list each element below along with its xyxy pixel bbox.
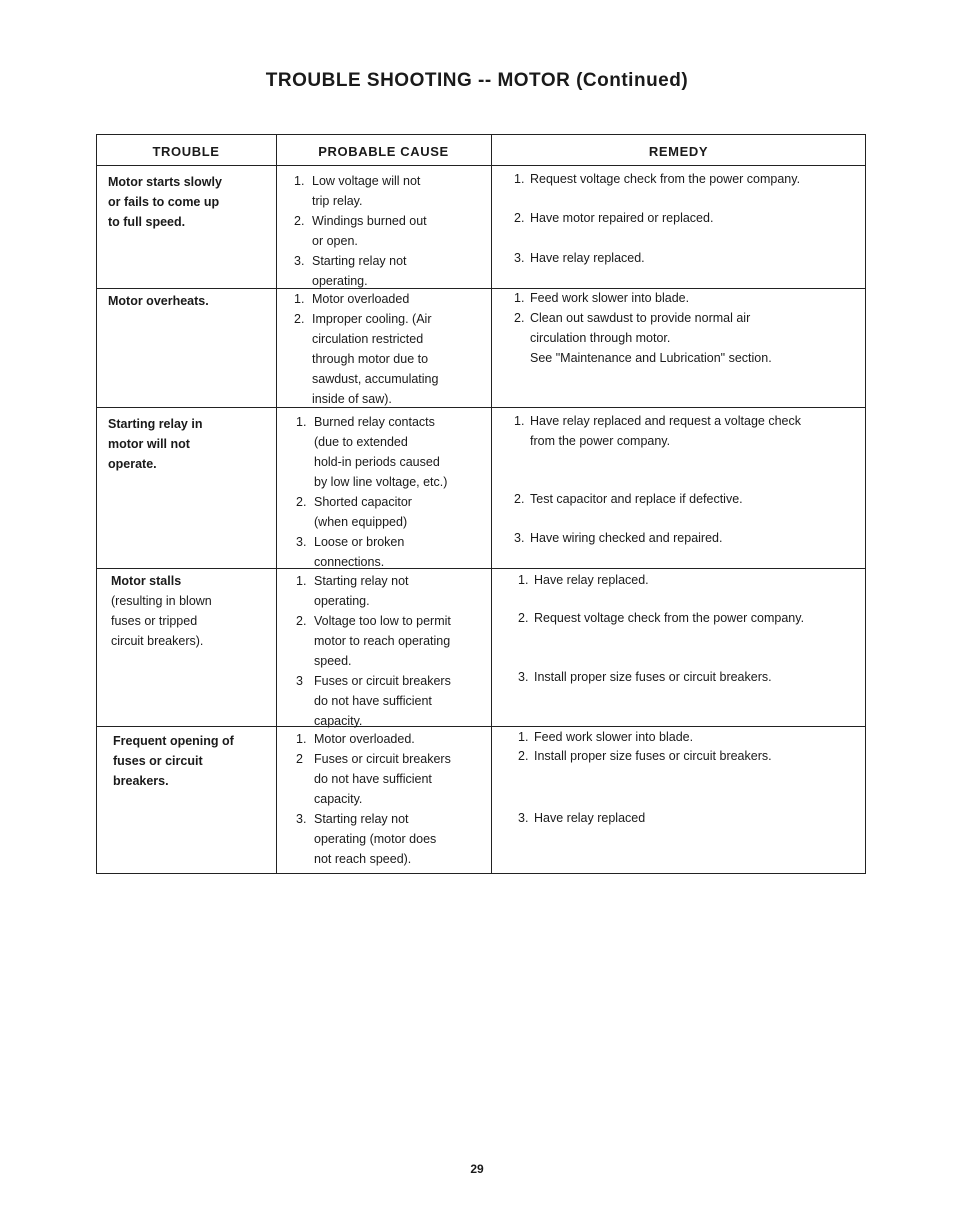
cause-item [296,532,486,572]
cause-line: Shorted capacitor [314,495,412,509]
item-number: 3. [514,531,525,545]
item-number: 1. [296,732,307,746]
cause-line: connections. [314,555,385,569]
trouble-cell [108,414,268,474]
trouble-cell [108,291,268,311]
cause-cell [294,171,484,291]
remedy-line: Have relay replaced. [534,573,649,587]
cause-item [296,809,486,869]
cause-line: or open. [312,234,358,248]
remedy-item [514,169,854,189]
trouble-line: Motor overheats. [108,294,209,308]
trouble-line: Motor stalls [111,574,182,588]
item-number: 3. [514,251,525,265]
cause-line: trip relay. [312,194,363,208]
trouble-line: Motor starts slowly [108,175,222,189]
trouble-line: operate. [108,457,157,471]
trouble-line: breakers. [113,774,169,788]
remedy-line: Test capacitor and replace if defective. [530,492,743,506]
cause-item [296,571,486,611]
item-number: 1. [296,574,307,588]
cause-item [296,492,486,532]
remedy-line: Clean out sawdust to provide normal air [530,311,751,325]
item-number: 3. [294,254,305,268]
remedy-line: Feed work slower into blade. [530,291,690,305]
cause-line: Starting relay not [312,254,407,268]
page-number: 29 [470,1162,484,1176]
cause-line: do not have sufficient [314,694,432,708]
item-number: 2. [296,614,307,628]
item-number: 1. [296,415,307,429]
item-number: 1. [514,291,525,305]
cause-line: not reach speed). [314,852,412,866]
cause-line: Loose or broken [314,535,405,549]
cause-line: Starting relay not [314,812,409,826]
cause-line: speed. [314,654,352,668]
item-number: 2. [518,749,529,763]
cause-line: hold-in periods caused [314,455,440,469]
cause-item [294,211,484,251]
cause-item [296,749,486,809]
trouble-cell [111,571,271,651]
cause-line: Windings burned out [312,214,427,228]
cause-line: Voltage too low to permit [314,614,451,628]
remedy-line: Have wiring checked and repaired. [530,531,723,545]
remedy-line: circulation through motor. [530,331,671,345]
trouble-line: fuses or circuit [113,754,203,768]
item-number: 1. [514,172,525,186]
item-number: 1. [294,292,305,306]
cause-item [296,671,486,731]
trouble-line: to full speed. [108,215,186,229]
item-number: 2. [294,214,305,228]
remedy-line: Have relay replaced and request a voltage check [530,414,801,428]
cause-line: operating. [314,594,370,608]
item-number: 1. [294,174,305,188]
cause-cell [296,571,486,731]
remedy-item [518,746,858,766]
header-probable-cause: PROBABLE CAUSE [318,144,449,159]
item-number: 2. [518,611,529,625]
remedy-line: Feed work slower into blade. [534,730,694,744]
item-number: 2. [294,312,305,326]
cause-line: Motor overloaded [312,292,410,306]
remedy-line: from the power company. [530,434,671,448]
cause-line: Starting relay not [314,574,409,588]
header-remedy: REMEDY [648,144,709,159]
cause-line: (due to extended [314,435,408,449]
remedy-item [518,667,858,687]
item-number: 2. [296,495,307,509]
cause-line: do not have sufficient [314,772,432,786]
cause-line: inside of saw). [312,392,392,406]
remedy-line: Request voltage check from the power company. [530,172,801,186]
trouble-line: Starting relay in [108,417,203,431]
item-number: 3. [518,811,529,825]
remedy-item [518,808,858,828]
cause-cell [296,729,486,869]
remedy-item [514,208,854,228]
item-number: 3. [296,812,307,826]
remedy-line: Have relay replaced [534,811,646,825]
item-number: 1. [518,573,529,587]
cause-item [296,412,486,492]
header-trouble: TROUBLE [152,144,220,159]
cause-item [294,171,484,211]
remedy-item [514,489,854,509]
remedy-item [514,308,854,368]
item-number: 1. [518,730,529,744]
trouble-cell [108,172,268,232]
item-number: 2. [514,492,525,506]
trouble-line: fuses or tripped [111,614,198,628]
cause-line: capacity. [314,714,363,728]
cause-line: Motor overloaded. [314,732,415,746]
page-title: TROUBLE SHOOTING -- MOTOR (Continued) [265,70,689,91]
remedy-item [514,528,854,548]
remedy-line: Have motor repaired or replaced. [530,211,714,225]
cause-cell [294,289,484,409]
cause-line: sawdust, accumulating [312,372,439,386]
trouble-line: Frequent opening of [113,734,234,748]
item-number: 1. [514,414,525,428]
remedy-line: Request voltage check from the power company. [534,611,805,625]
remedy-line: See "Maintenance and Lubrication" section. [530,351,772,365]
remedy-item [514,411,854,451]
cause-line: Fuses or circuit breakers [314,752,451,766]
cause-line: operating. [312,274,368,288]
remedy-item [514,248,854,268]
trouble-line: or fails to come up [108,195,220,209]
trouble-line: motor will not [108,437,190,451]
item-number: 3. [296,535,307,549]
cause-line: Low voltage will not [312,174,421,188]
cause-item [296,729,486,749]
cause-line: capacity. [314,792,363,806]
remedy-item [518,727,858,747]
cause-line: through motor due to [312,352,429,366]
column-divider [276,134,277,874]
cause-item [294,251,484,291]
cause-item [294,309,484,409]
cause-line: (when equipped) [314,515,408,529]
trouble-line: circuit breakers). [111,634,204,648]
cause-item [296,611,486,671]
cause-line: Improper cooling. (Air [312,312,432,326]
remedy-item [518,570,858,590]
remedy-line: Have relay replaced. [530,251,645,265]
cause-line: operating (motor does [314,832,437,846]
header-divider [96,165,866,166]
remedy-line: Install proper size fuses or circuit breakers. [534,749,772,763]
item-number: 3 [296,674,303,688]
remedy-line: Install proper size fuses or circuit breakers. [534,670,772,684]
cause-cell [296,412,486,572]
cause-item [294,289,484,309]
item-number: 2. [514,211,525,225]
trouble-cell [113,731,273,791]
cause-line: motor to reach operating [314,634,451,648]
cause-line: by low line voltage, etc.) [314,475,448,489]
cause-line: Burned relay contacts [314,415,435,429]
remedy-item [514,288,854,308]
cause-line: Fuses or circuit breakers [314,674,451,688]
cause-line: circulation restricted [312,332,424,346]
column-divider [491,134,492,874]
item-number: 2. [514,311,525,325]
item-number: 3. [518,670,529,684]
remedy-item [518,608,858,628]
item-number: 2 [296,752,303,766]
trouble-line: (resulting in blown [111,594,212,608]
